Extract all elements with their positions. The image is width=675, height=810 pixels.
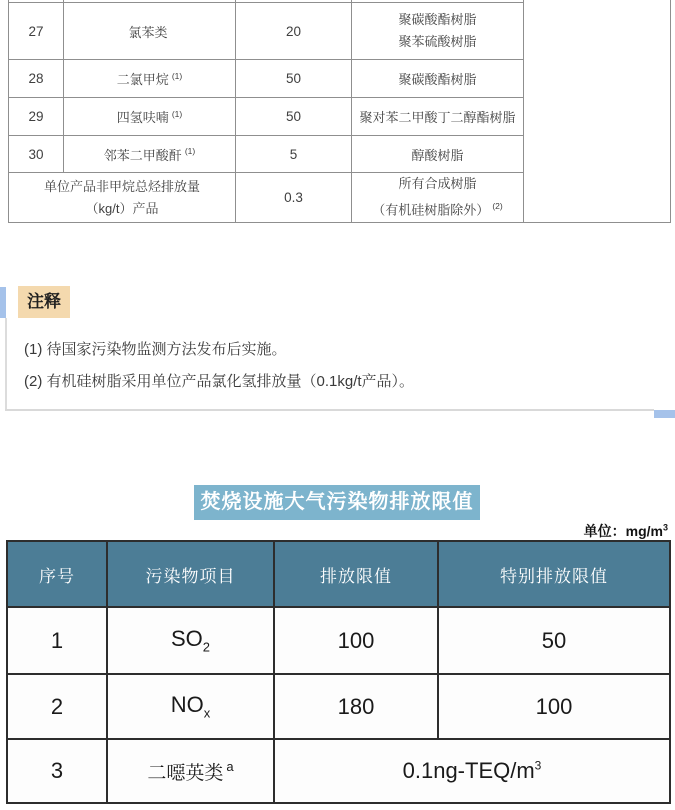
note-item: (1) 待国家污染物监测方法发布后实施。 <box>24 341 287 358</box>
cell-products: 聚碳酸酯树脂 <box>352 60 524 98</box>
cell-pollutant <box>64 136 236 173</box>
footnote-ref: (2) <box>492 201 503 212</box>
footnote-ref: a <box>226 759 234 775</box>
pollutant-formula: SO <box>170 626 203 652</box>
pollutant-name: 二氯甲烷 <box>116 72 169 87</box>
product-line: 聚苯硫酸树脂 <box>398 34 477 49</box>
table-row <box>7 607 670 674</box>
emission-limits-table <box>6 540 671 804</box>
cell-no: 27 <box>9 3 64 60</box>
cell-no: 3 <box>7 739 107 803</box>
cell-no: 29 <box>9 98 64 136</box>
note-left-border <box>5 318 7 410</box>
cell-limit: 20 <box>236 3 352 60</box>
cell-no: 30 <box>9 136 64 173</box>
product-line: 聚碳酸酯树脂 <box>398 12 477 27</box>
limit-superscript: 3 <box>534 758 542 773</box>
product-line: 所有合成树脂 <box>398 176 477 192</box>
summary-label-line: 单位产品非甲烷总烃排放量 <box>43 178 200 194</box>
cell-no: 1 <box>7 607 107 674</box>
pollutant-name: 氯苯类 <box>128 24 168 40</box>
unit-text: 单位：mg/m <box>583 523 663 539</box>
product-text: （有机硅树脂除外） <box>372 202 490 218</box>
notes-tag: 注释 <box>18 286 70 318</box>
product-line <box>354 195 521 221</box>
empty-merged-column <box>524 0 671 223</box>
header-pollutant: 污染物项目 <box>107 541 274 607</box>
cell-summary-label <box>9 173 236 223</box>
footnote-ref: (1) <box>171 70 183 81</box>
cell-limit: 0.3 <box>236 173 352 223</box>
note-accent-bar <box>0 287 6 318</box>
note-bottom-border <box>5 409 654 411</box>
cell-limit: 50 <box>236 98 352 136</box>
footnote-ref: (1) <box>184 146 196 157</box>
summary-label-line: （kg/t）产品 <box>85 200 159 216</box>
cell-products: 醇酸树脂 <box>352 136 524 173</box>
limit-value: 0.1ng-TEQ/m <box>402 758 535 783</box>
cell-no: 28 <box>9 60 64 98</box>
table-row <box>7 674 670 739</box>
header-no: 序号 <box>7 541 107 607</box>
cell-pollutant <box>64 98 236 136</box>
cell-merged-limit <box>274 739 670 803</box>
header-special-limit: 特别排放限值 <box>438 541 670 607</box>
table-row <box>7 739 670 803</box>
unit-label <box>584 521 668 541</box>
pollutant-name: 四氢呋喃 <box>116 110 169 125</box>
header-limit: 排放限值 <box>274 541 438 607</box>
cell-pollutant <box>64 60 236 98</box>
cell-products <box>352 173 524 223</box>
cell-special-limit: 50 <box>438 607 670 674</box>
cell-products <box>352 3 524 60</box>
pollutant-resin-table <box>8 0 671 223</box>
cell-limit: 5 <box>236 136 352 173</box>
formula-subscript: 2 <box>202 639 211 655</box>
note-accent-corner <box>654 410 675 418</box>
cell-pollutant <box>107 607 274 674</box>
cell-pollutant <box>107 674 274 739</box>
cell-products: 聚对苯二甲酸丁二醇酯树脂 <box>352 98 524 136</box>
cell-no: 2 <box>7 674 107 739</box>
note-item: (2) 有机硅树脂采用单位产品氯化氢排放量（0.1kg/t产品）。 <box>24 373 415 390</box>
table-header-row <box>7 541 670 607</box>
cell-limit: 100 <box>274 607 438 674</box>
unit-superscript: 3 <box>662 522 668 533</box>
section-title: 焚烧设施大气污染物排放限值 <box>194 485 480 520</box>
pollutant-formula: NO <box>170 692 204 718</box>
formula-subscript: x <box>203 705 211 721</box>
cell-limit: 50 <box>236 60 352 98</box>
cell-pollutant <box>64 3 236 60</box>
cell-limit: 180 <box>274 674 438 739</box>
pollutant-name: 二噁英类 <box>147 762 224 784</box>
pollutant-name: 邻苯二甲酸酐 <box>103 147 182 163</box>
footnote-ref: (1) <box>171 108 183 119</box>
cell-pollutant <box>107 739 274 803</box>
cell-special-limit: 100 <box>438 674 670 739</box>
